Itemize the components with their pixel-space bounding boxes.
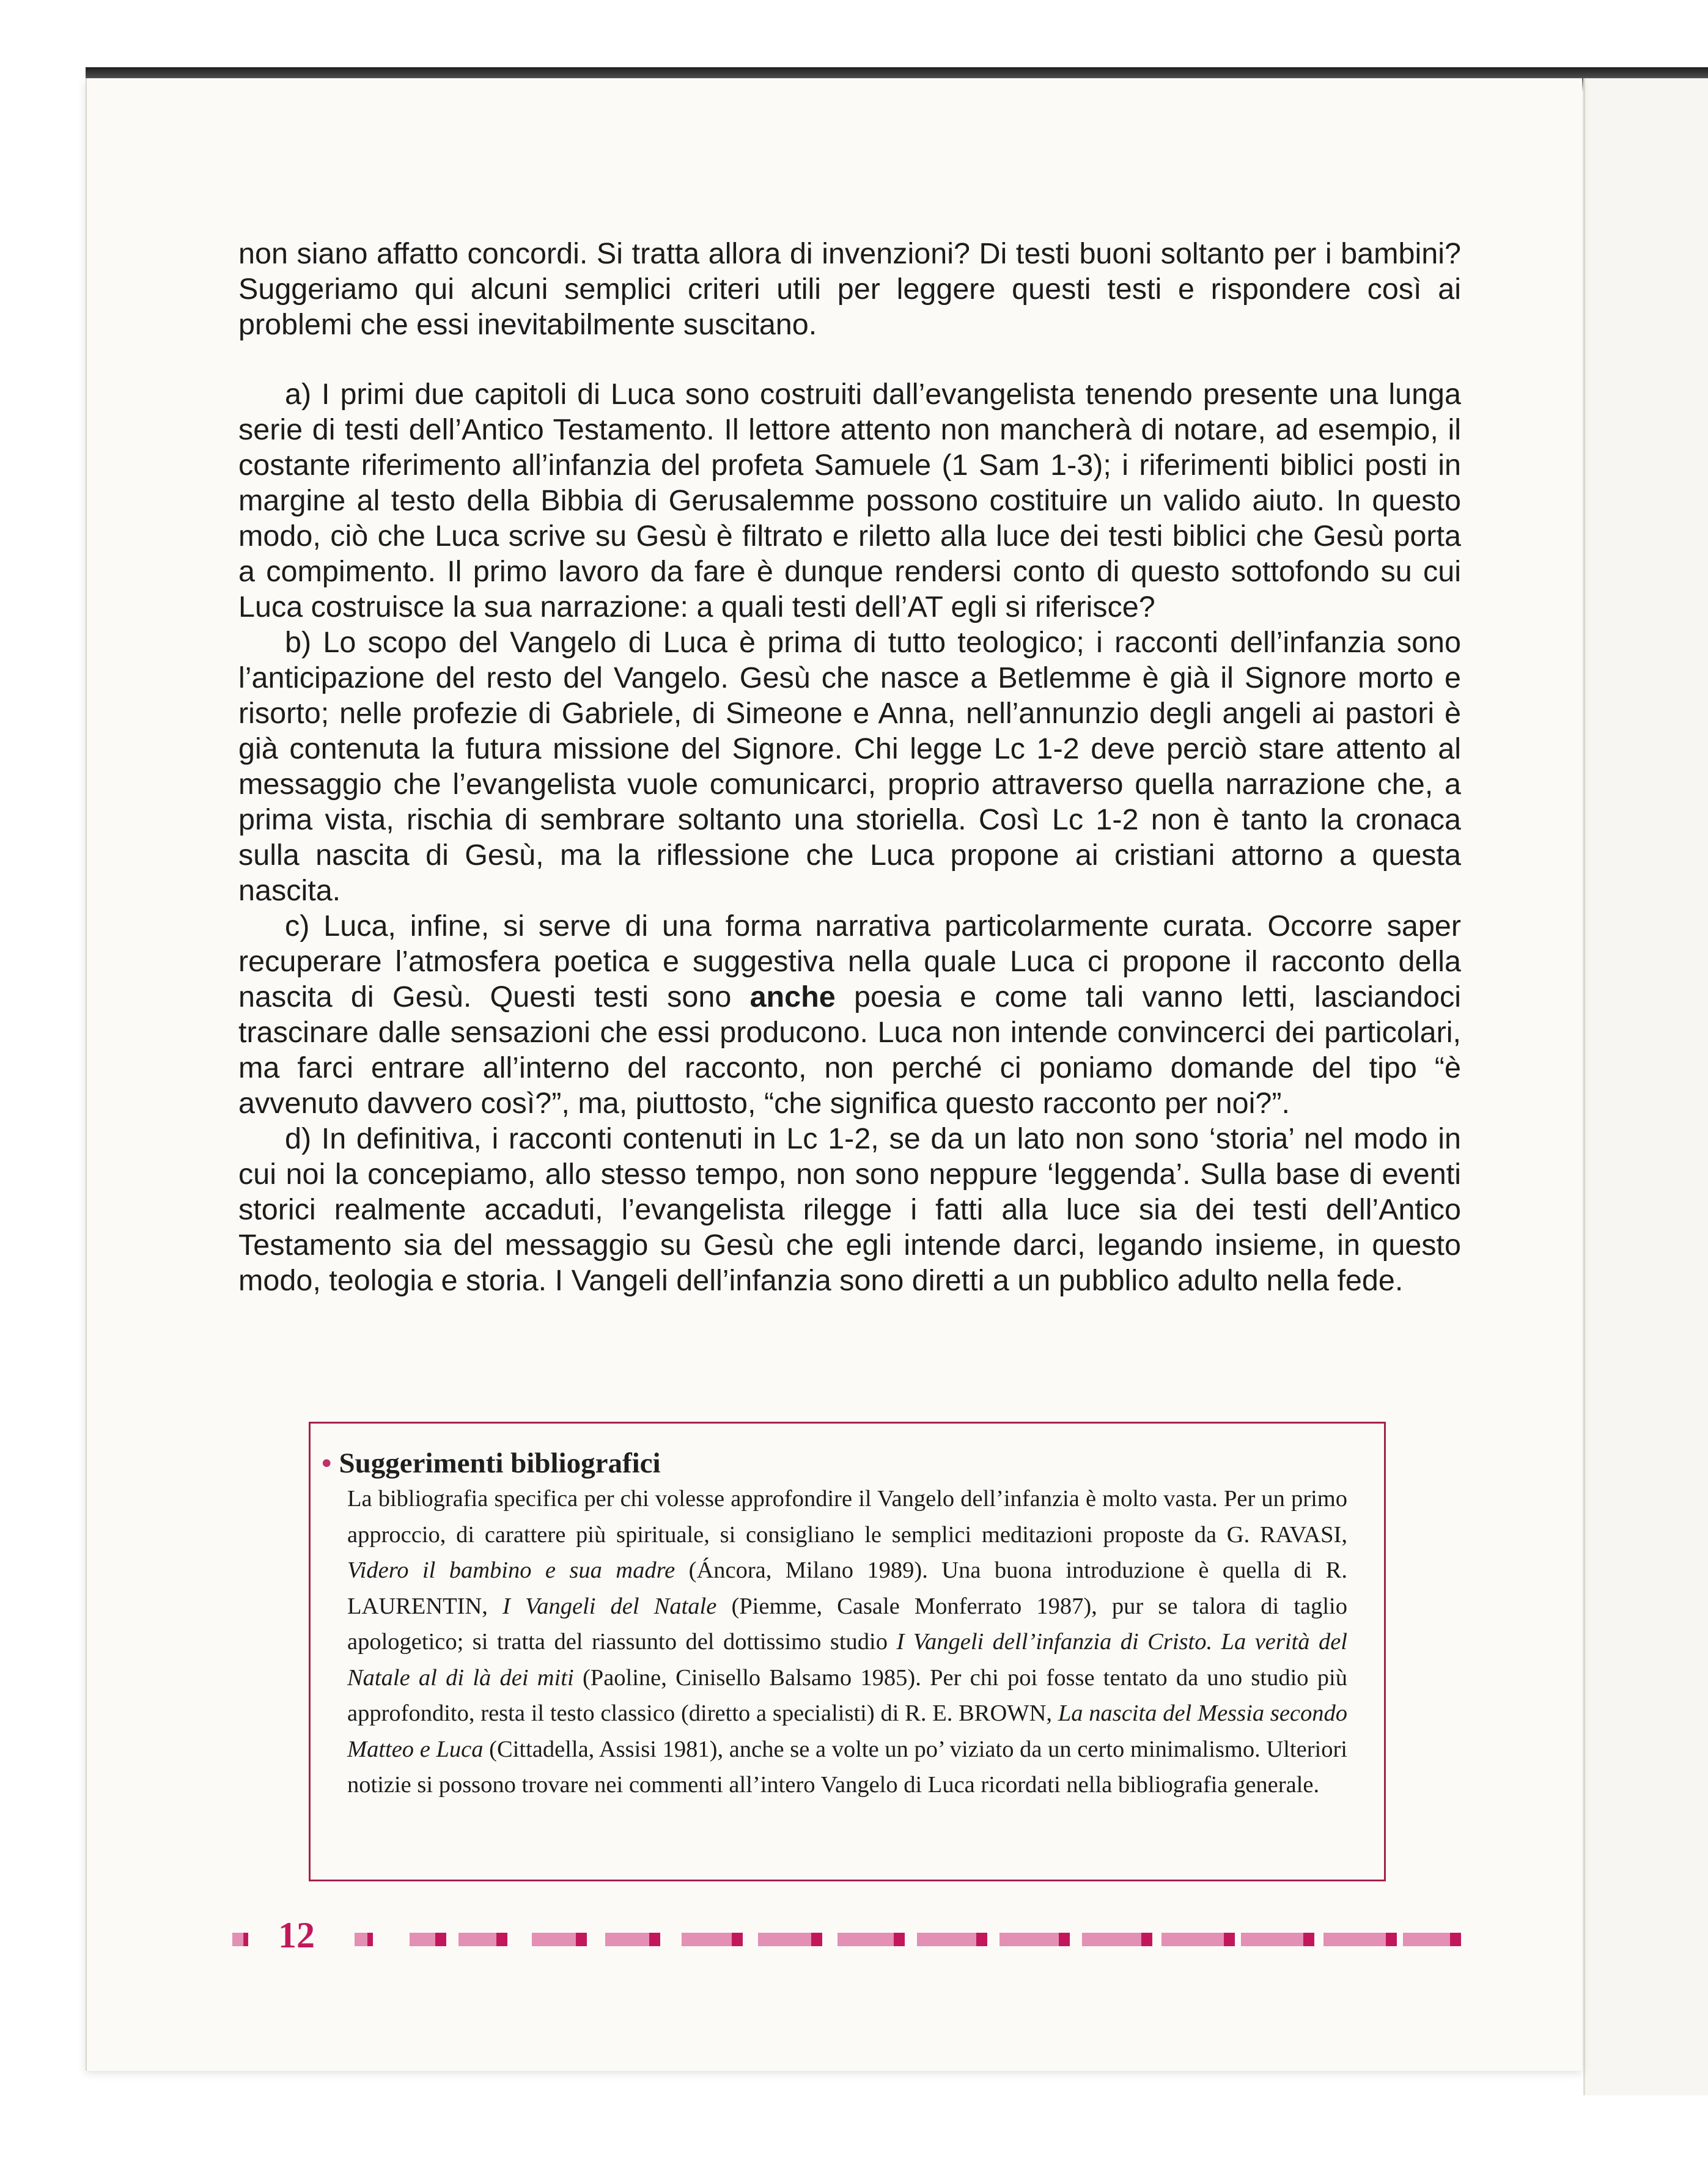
biblio-text-4: (Paoline, Cinisello Balsamo 1985). Per chi poi fosse tentato da uno studio più approfondito, resta il testo classico (diretto a specialisti) di R. E. BROWN, bbox=[347, 1664, 1347, 1726]
bar-dash-end bbox=[1450, 1933, 1461, 1946]
bullet-icon: • bbox=[322, 1447, 332, 1479]
paragraph-c-part1: c) Luca, infine, si serve di una forma narrativa particolarmente curata. Occorre saper recuperare l’atmosfera poetica e suggestiva nella quale Luca ci propone il racconto della nascita di Gesù. Questi testi sono bbox=[238, 910, 1461, 1013]
facing-page-edge bbox=[1583, 78, 1708, 2095]
bar-dash-end bbox=[811, 1933, 822, 1946]
bar-dash-end bbox=[1141, 1933, 1152, 1946]
biblio-text-1: La bibliografia specifica per chi volesse approfondire il Vangelo dell’infanzia è molto vasta. Per un primo approccio, di carattere più spirituale, si consigliano le semplici meditazioni proposte da G. RAVASI, bbox=[347, 1486, 1347, 1548]
biblio-text-5: (Cittadella, Assisi 1981), anche se a volte un po’ viziato da un certo minimalismo. Ulteriori notizie si possono trovare nei commenti all’intero Vangelo di Luca ricordati nella bibliografia generale. bbox=[347, 1736, 1348, 1798]
biblio-text-3: (Piemme, Casale Monferrato 1987), pur se talora di taglio apologetico; si tratta del riassunto del dottissimo studio bbox=[347, 1593, 1347, 1655]
bar-dash-end bbox=[367, 1933, 373, 1946]
bibliography-text bbox=[347, 1481, 1347, 1803]
bar-dash-end bbox=[435, 1933, 446, 1946]
bar-dash-end bbox=[649, 1933, 660, 1946]
paragraph-b: b) Lo scopo del Vangelo di Luca è prima di tutto teologico; i racconti dell’infanzia sono l’anticipazione del resto del Vangelo. Gesù che nasce a Betlemme è già il Signore morto e risorto; nelle profezie di Gabriele, di Simeone e Anna, nell’annunzio degli angeli ai pastori è già contenuta la futura missione del Signore. Chi legge Lc 1-2 deve perciò stare attento al messaggio che l’evangelista vuole comunicarci, proprio attraverso quella narrazione che, a prima vista, rischia di sembrare soltanto una storiella. Così Lc 1-2 non è tanto la cronaca sulla nascita di Gesù, ma la riflessione che Luca propone ai cristiani attorno a questa nascita. bbox=[238, 626, 1461, 907]
bar-dash-end bbox=[894, 1933, 905, 1946]
bar-dash-end bbox=[732, 1933, 743, 1946]
biblio-text-2: (Áncora, Milano 1989). Una buona introduzione è quella di R. LAURENTIN, bbox=[347, 1557, 1347, 1619]
paragraph-c bbox=[238, 908, 1461, 1121]
bar-dash-end bbox=[576, 1933, 587, 1946]
bar-dash-end bbox=[976, 1933, 987, 1946]
intro-paragraph: non siano affatto concordi. Si tratta allora di invenzioni? Di testi buoni soltanto per i bambini? Suggeriamo qui alcuni semplici criteri utili per leggere questi testi e rispondere così ai problemi che essi inevitabilmente suscitano. bbox=[238, 237, 1461, 341]
paragraph-d: d) In definitiva, i racconti contenuti in Lc 1-2, se da un lato non sono ‘storia’ nel modo in cui noi la concepiamo, allo stesso tempo, non sono neppure ‘leggenda’. Sulla base di eventi storici realmente accaduti, l’evangelista rilegge i fatti alla luce sia dei testi dell’Antico Testamento sia del messaggio su Gesù che egli intende darci, legando insieme, in questo modo, teologia e storia. I Vangeli dell’infanzia sono diretti a un pubblico adulto nella fede. bbox=[238, 1122, 1461, 1297]
paragraph-c-part2: poesia e come tali vanno letti, lasciandoci trascinare dalle sensazioni che essi producono. Luca non intende convincerci dei particolari, ma farci entrare all’interno del racconto, non perché ci poniamo domande del tipo “è avvenuto davvero così?”, ma, piuttosto, “che significa questo racconto per noi?”. bbox=[238, 980, 1461, 1120]
bar-dash-end bbox=[1386, 1933, 1397, 1946]
decorative-footer-bar bbox=[232, 1932, 1461, 1947]
page-number: 12 bbox=[278, 1915, 315, 1955]
biblio-title-4: La nascita del Messia secondo Matteo e Luca bbox=[347, 1700, 1347, 1762]
body-text bbox=[238, 236, 1461, 1298]
biblio-title-2: I Vangeli del Natale bbox=[502, 1593, 717, 1619]
paragraph-c-bold: anche bbox=[749, 980, 836, 1013]
biblio-title-1: Videro il bambino e sua madre bbox=[347, 1557, 675, 1583]
bibliography-box bbox=[309, 1422, 1386, 1881]
bar-dash-end bbox=[243, 1933, 248, 1946]
bibliography-title bbox=[322, 1448, 1347, 1479]
bibliography-title-text: Suggerimenti bibliografici bbox=[339, 1447, 661, 1479]
biblio-title-3: I Vangeli dell’infanzia di Cristo. La verità del Natale al di là dei miti bbox=[347, 1629, 1347, 1691]
bar-dash-end bbox=[496, 1933, 507, 1946]
bar-dash-end bbox=[1059, 1933, 1070, 1946]
bar-dash-end bbox=[1224, 1933, 1235, 1946]
paragraph-a: a) I primi due capitoli di Luca sono costruiti dall’evangelista tenendo presente una lunga serie di testi dell’Antico Testamento. Il lettore attento non mancherà di notare, ad esempio, il costante riferimento all’infanzia del profeta Samuele (1 Sam 1-3); i riferimenti biblici posti in margine al testo della Bibbia di Gerusalemme possono costituire un valido aiuto. In questo modo, ciò che Luca scrive su Gesù è filtrato e riletto alla luce dei testi biblici che Gesù porta a compimento. Il primo lavoro da fare è dunque rendersi conto di questo sottofondo su cui Luca costruisce la sua narrazione: a quali testi dell’AT egli si riferisce? bbox=[238, 378, 1461, 623]
bar-dash-end bbox=[1303, 1933, 1314, 1946]
